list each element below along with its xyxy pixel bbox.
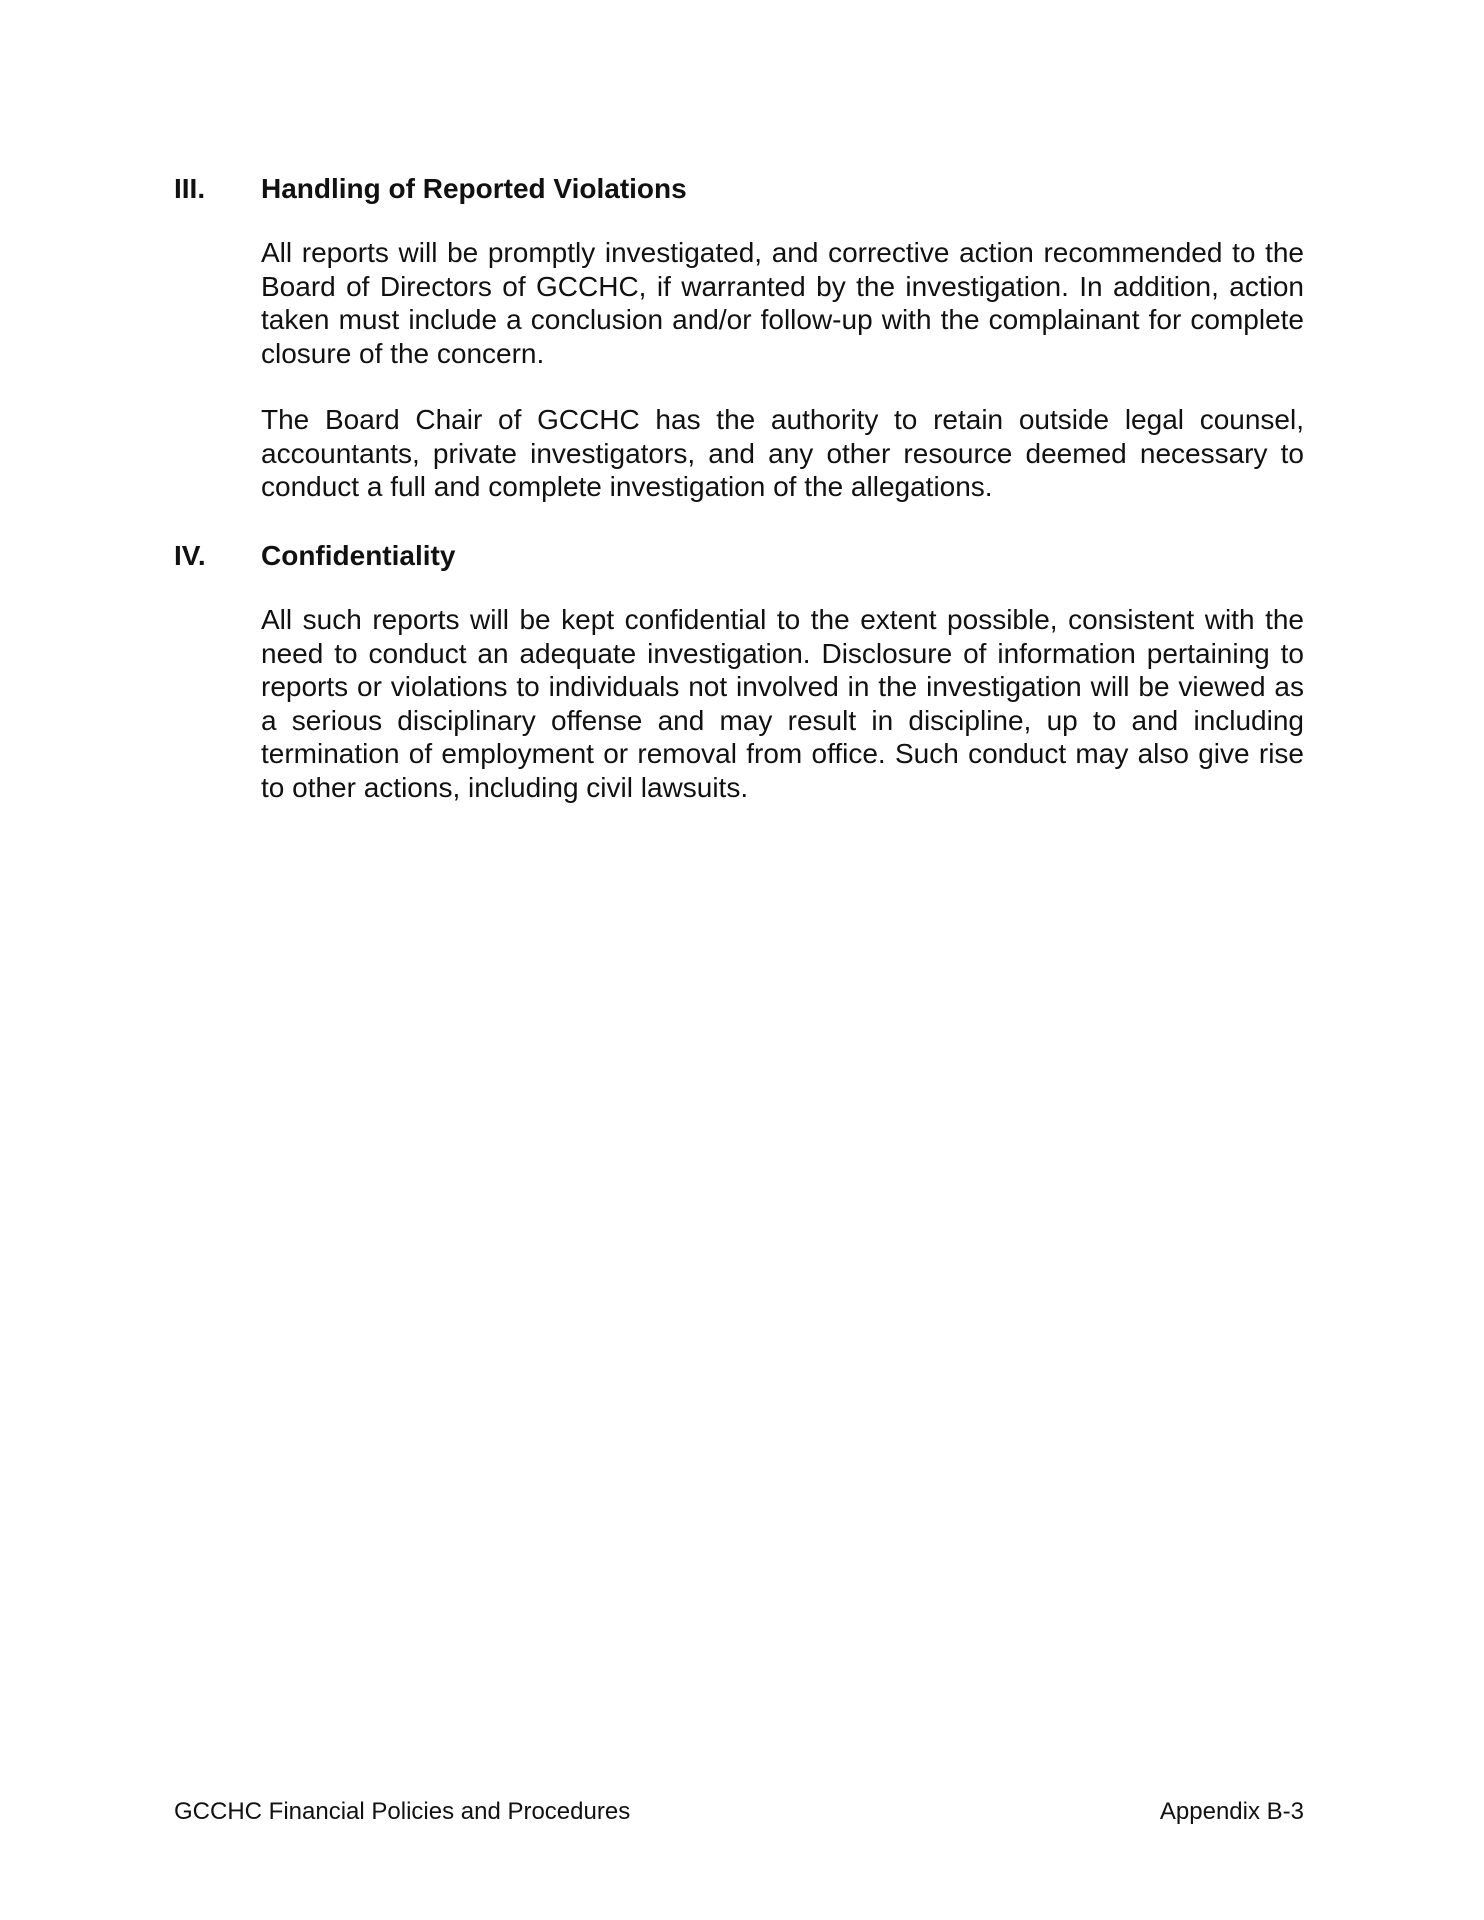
section-title: Confidentiality — [261, 540, 456, 571]
footer-document-title: GCCHC Financial Policies and Procedures — [174, 1798, 631, 1825]
section-heading — [174, 539, 1304, 579]
section-handling-of-reported-violations — [174, 172, 1304, 504]
paragraph: The Board Chair of GCCHC has the authority to retain outside legal counsel, accountants, private investigators, and any other resource deemed necessary to conduct a full and complete investigation of the allegations. — [261, 404, 1304, 502]
section-heading — [174, 172, 1304, 212]
footer-page-label: Appendix B-3 — [1159, 1798, 1304, 1825]
paragraph: All such reports will be kept confidential to the extent possible, consistent with the need to conduct an adequate investigation. Disclosure of information pertaining to reports or violations to individuals not involved in the investigation will be viewed as a serious disciplinary offense and may result in discipline, up to and including termination of employment or removal from office. Such conduct may also give rise to other actions, including civil lawsuits. — [261, 604, 1304, 803]
section-number: III. — [174, 173, 206, 204]
section-number: IV. — [174, 540, 206, 571]
section-confidentiality — [174, 539, 1304, 804]
paragraph: All reports will be promptly investigated, and corrective action recommended to the Board of Directors of GCCHC, if warranted by the investigation. In addition, action taken must include a conclusion and/or follow-up with the complainant for complete closure of the concern. — [261, 237, 1304, 369]
section-title: Handling of Reported Violations — [261, 173, 687, 204]
